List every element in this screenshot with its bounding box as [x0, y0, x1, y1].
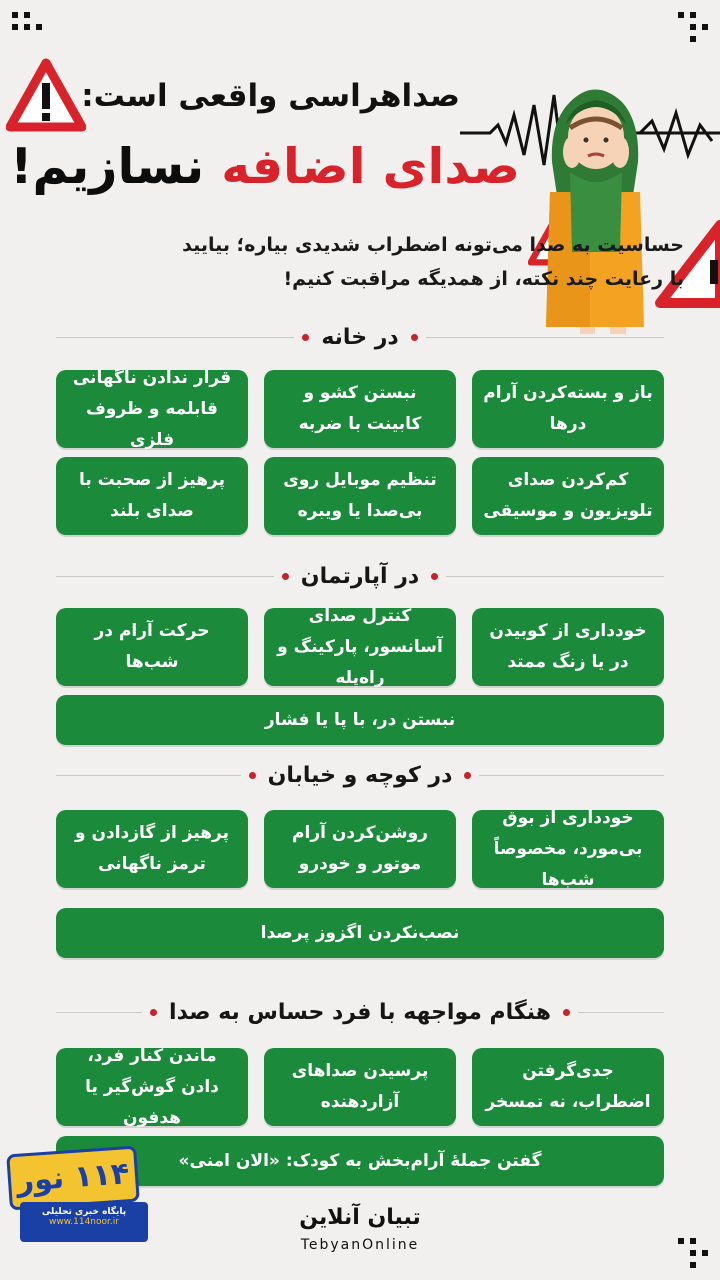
tip-card: کم‌کردن صدای تلویزیون و موسیقی [472, 457, 664, 535]
tip-card: نبستن کشو و کابینت با ضربه [264, 370, 456, 448]
corner-dots-icon [678, 12, 708, 42]
tip-card: قرار ندادن ناگهانی قابلمه و ظروف فلزی [56, 370, 248, 448]
intro-line-1: حساسیت به صدا می‌تونه اضطراب شدیدی بیاره؛ بیایید [182, 234, 684, 256]
headline-title [10, 138, 520, 195]
brand-logo-fa: تبیان آنلاین [299, 1205, 421, 1230]
badge-url: www.114noor.ir [49, 1217, 119, 1227]
section-title-home [56, 322, 664, 352]
headline-title-black: نسازیم! [10, 138, 222, 195]
tip-card: باز و بسته‌کردن آرام درها [472, 370, 664, 448]
section-title-apartment [56, 561, 664, 591]
section-title-label: در کوچه و خیابان [267, 762, 453, 788]
tip-card: پرسیدن صداهای آزاردهنده [264, 1048, 456, 1126]
tip-card: ماندن کنار فرد، دادن گوش‌گیر یا هدفون [56, 1048, 248, 1126]
section-title-label: در آپارتمان [300, 563, 420, 589]
section-title-label: در خانه [321, 324, 399, 350]
tip-card: حرکت آرام در شب‌ها [56, 608, 248, 686]
tip-card: خودداری از بوق بی‌مورد، مخصوصاً شب‌ها [472, 810, 664, 888]
tip-card-wide: نصب‌نکردن اگزوز پرصدا [56, 908, 664, 958]
brand-logo-en: TebyanOnline [300, 1237, 420, 1253]
section-title-sensitive-person [56, 997, 664, 1027]
tip-card-wide: نبستن در، با پا یا فشار [56, 695, 664, 745]
tip-card: کنترل صدای آسانسور، پارکینگ و راه‌پله [264, 608, 456, 686]
tip-card-wide: گفتن جملهٔ آرام‌بخش به کودک: «الان امنی» [56, 1136, 664, 1186]
tip-card: خودداری از کوبیدن در یا زنگ ممتد [472, 608, 664, 686]
intro-text [124, 228, 684, 296]
headline-subtitle: صداهراسی واقعی است: [81, 78, 460, 114]
corner-dots-icon [12, 12, 42, 42]
badge-title: ۱۱۴ نور [6, 1146, 140, 1211]
intro-line-2: با رعایت چند نکته، از همدیگه مراقبت کنیم! [283, 268, 684, 290]
headline-title-red: صدای اضافه [221, 138, 520, 195]
tip-card: تنظیم موبایل روی بی‌صدا یا ویبره [264, 457, 456, 535]
section-title-label: هنگام مواجهه با فرد حساس به صدا [169, 999, 551, 1025]
noor-114-badge [8, 1150, 148, 1245]
tip-card: روشن‌کردن آرام موتور و خودرو [264, 810, 456, 888]
section-title-street [56, 760, 664, 790]
tip-card: پرهیز از صحبت با صدای بلند [56, 457, 248, 535]
tip-card: جدی‌گرفتن اضطراب، نه تمسخر [472, 1048, 664, 1126]
badge-subtitle: پایگاه خبری تحلیلی [41, 1207, 127, 1217]
tip-card: پرهیز از گازدادن و ترمز ناگهانی [56, 810, 248, 888]
